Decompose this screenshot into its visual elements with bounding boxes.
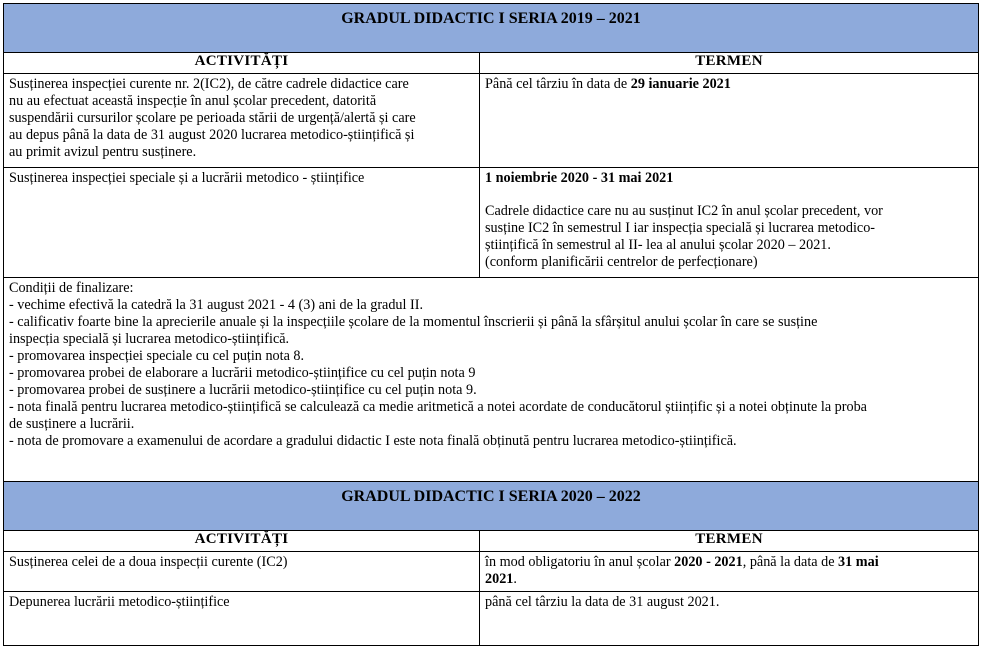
term-cell	[480, 168, 979, 278]
section2-col-termen: TERMEN	[480, 531, 979, 552]
term-school-year: 2020 - 2021	[674, 554, 743, 570]
text-line: științifică în semestrul al II- lea al anului școlar 2020 – 2021.	[485, 237, 831, 253]
condition-item: - nota finală pentru lucrarea metodico-științifică se calculează ca medie aritmetică a notei acordate de conducătorul științific și a notei obținute la proba	[9, 399, 867, 415]
term-text: , până la data de	[742, 554, 839, 570]
section1-col-termen: TERMEN	[480, 53, 979, 74]
term-date: 1 noiembrie 2020 - 31 mai 2021	[485, 170, 674, 186]
section2-header-row	[4, 531, 979, 552]
text-line: suspendării cursurilor școlare pe perioada stării de urgență/alertă și care	[9, 110, 416, 126]
section1-title: GRADUL DIDACTIC I SERIA 2019 – 2021	[4, 4, 979, 53]
term-date: 31 mai	[838, 554, 879, 570]
term-cell	[480, 552, 979, 592]
text-line: (conform planificării centrelor de perfecționare)	[485, 254, 758, 270]
table-row	[4, 552, 979, 592]
conditions-heading: Condiții de finalizare:	[9, 280, 134, 296]
term-text: .	[513, 571, 517, 587]
section2-col-activitati: ACTIVITĂȚI	[4, 531, 480, 552]
text-line: Susținerea inspecției curente nr. 2(IC2), de către cadrele didactice care	[9, 76, 409, 92]
spacer	[485, 187, 973, 203]
condition-item: - promovarea probei de elaborare a lucrării metodico-științifice cu cel puțin nota 9	[9, 365, 476, 381]
document-sheet	[3, 3, 978, 646]
condition-item: inspecția specială și lucrarea metodico-științifică.	[9, 331, 290, 347]
term-text: în mod obligatoriu în anul școlar	[485, 554, 675, 570]
section2-title: GRADUL DIDACTIC I SERIA 2020 – 2022	[4, 482, 979, 531]
text-line: au primit avizul pentru susținere.	[9, 144, 197, 160]
text-line: susține IC2 în semestrul I iar inspecția specială și lucrarea metodico-	[485, 220, 876, 236]
condition-item: de susținere a lucrării.	[9, 416, 135, 432]
table-row	[4, 592, 979, 646]
condition-item: - promovarea inspecției speciale cu cel puțin nota 8.	[9, 348, 305, 364]
conditions-row	[4, 278, 979, 482]
term-date: 29 ianuarie 2021	[630, 76, 731, 92]
text-line: au depus până la data de 31 august 2020 lucrarea metodico-științifică și	[9, 127, 415, 143]
section1-title-row	[4, 4, 979, 53]
term-cell	[480, 74, 979, 168]
section1-col-activitati: ACTIVITĂȚI	[4, 53, 480, 74]
text-line: Cadrele didactice care nu au susținut IC2 în anul școlar precedent, vor	[485, 203, 883, 219]
conditions-cell	[4, 278, 979, 482]
condition-item: - promovarea probei de susținere a lucrării metodico-științifice cu cel puțin nota 9.	[9, 382, 477, 398]
term-cell: până cel târziu la data de 31 august 2021.	[480, 592, 979, 646]
condition-item: - nota de promovare a examenului de acordare a gradului didactic I este nota finală obținută pentru lucrarea metodico-științifică.	[9, 433, 737, 449]
condition-item: - calificativ foarte bine la aprecierile anuale și la inspecțiile școlare de la momentul înscrierii și până la sfârșitul anului școlar în care se susține	[9, 314, 818, 330]
table-row	[4, 74, 979, 168]
term-text: Până cel târziu în data de	[485, 76, 631, 92]
section2-title-row	[4, 482, 979, 531]
condition-item: - vechime efectivă la catedră la 31 august 2021 - 4 (3) ani de la gradul II.	[9, 297, 424, 313]
schedule-table	[3, 3, 979, 646]
text-line: nu au efectuat această inspecție în anul școlar precedent, datorită	[9, 93, 377, 109]
activity-cell: Depunerea lucrării metodico-științifice	[4, 592, 480, 646]
term-year: 2021	[485, 571, 514, 587]
table-row	[4, 168, 979, 278]
section1-header-row	[4, 53, 979, 74]
activity-cell: Susținerea inspecției speciale și a lucrării metodico - științifice	[4, 168, 480, 278]
activity-cell: Susținerea celei de a doua inspecții curente (IC2)	[4, 552, 480, 592]
activity-cell	[4, 74, 480, 168]
